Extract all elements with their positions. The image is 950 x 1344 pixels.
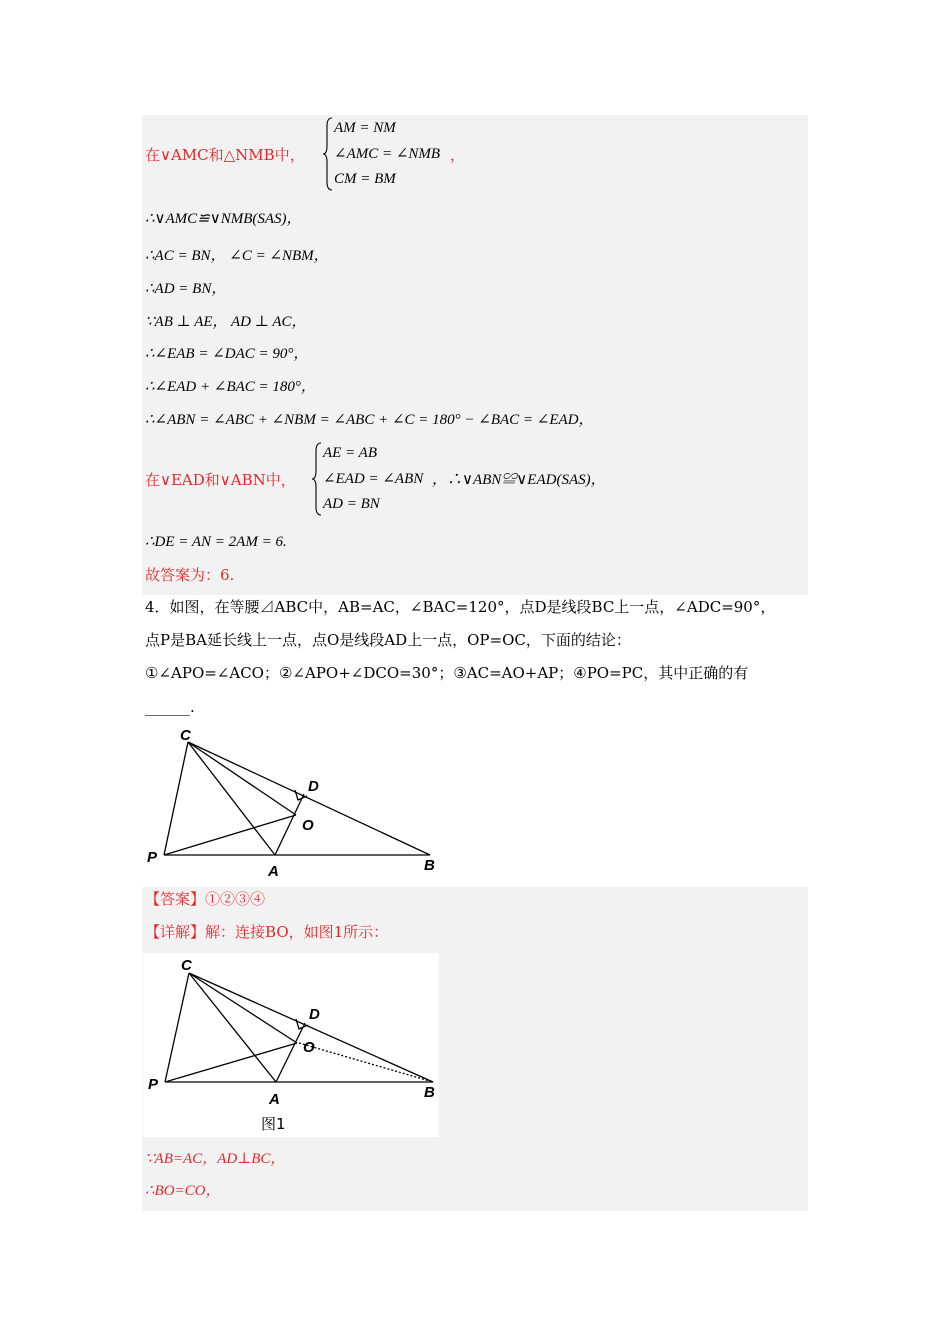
answer-line xyxy=(145,889,265,909)
solution-figure xyxy=(143,953,439,1137)
system1-prefix: 在∨AMC和△NMB中， xyxy=(145,146,305,164)
system2-row-3: AD = BN xyxy=(323,496,380,512)
label-o: O xyxy=(303,1039,315,1056)
system2-row-1: AE = AB xyxy=(323,445,378,461)
brace-icon xyxy=(311,441,323,517)
line-ac-bn: ∴AC = BN， ∠C = ∠NBM， xyxy=(145,248,329,264)
question4-line-2: 点P是BA延长线上一点，点O是线段AD上一点，OP=OC，下面的结论： xyxy=(145,631,631,649)
answer-tag: 【答案】 xyxy=(145,890,206,908)
reason-line-2: ∴BO=CO， xyxy=(145,1183,221,1199)
system2-suffix: ，∴∨ABN≌∨EAD(SAS)， xyxy=(432,472,606,488)
label-p: P xyxy=(148,1076,159,1093)
label-b: B xyxy=(424,857,435,874)
system1-row-3: CM = BM xyxy=(334,171,396,187)
line-angle-chain: ∴∠ABN = ∠ABC + ∠NBM = ∠ABC + ∠C = 180° − ∠BAC = ∠EAD， xyxy=(145,412,594,428)
answer-value: ①②③④ xyxy=(205,890,266,908)
system2-prefix: 在∨EAD和∨ABN中， xyxy=(145,471,296,489)
label-d: D xyxy=(309,1006,320,1023)
line-perp: ∵AB ⊥ AE， AD ⊥ AC， xyxy=(145,314,307,330)
question4-line-3: ①∠APO=∠ACO；②∠APO+∠DCO=30°；③AC=AO+AP；④PO=PC，其中正确的有 xyxy=(145,664,749,682)
system1-row-2: ∠AMC = ∠NMB xyxy=(334,146,441,162)
detail-tag: 【详解】 xyxy=(145,923,206,941)
line-congruent-1: ∴∨AMC≌∨NMB(SAS)， xyxy=(145,211,302,227)
system1 xyxy=(322,116,462,192)
label-a: A xyxy=(269,1091,280,1108)
question4-blank: ______. xyxy=(145,698,195,716)
detail-text: 解：连接BO，如图1所示： xyxy=(205,923,389,941)
label-o: O xyxy=(302,817,314,834)
system1-row-1: AM = NM xyxy=(334,120,396,136)
brace-icon xyxy=(322,116,334,192)
label-b: B xyxy=(424,1084,435,1101)
line-ad-bn: ∴AD = BN， xyxy=(145,281,227,297)
label-p: P xyxy=(147,849,158,866)
line-angle-sum: ∴∠EAD + ∠BAC = 180°， xyxy=(145,379,316,395)
question4-line-1: 4．如图，在等腰⊿ABC中，AB=AC，∠BAC=120°，点D是线段BC上一点，∠ADC=90°， xyxy=(145,598,776,616)
system1-suffix: ， xyxy=(450,146,466,164)
figure-caption: 图1 xyxy=(261,1115,286,1133)
detail-line xyxy=(145,922,388,942)
line-right-angles: ∴∠EAB = ∠DAC = 90°， xyxy=(145,346,309,362)
line-de-result: ∴DE = AN = 2AM = 6. xyxy=(145,534,287,550)
question-figure xyxy=(142,722,442,882)
label-d: D xyxy=(308,778,319,795)
system2-row-2: ∠EAD = ∠ABN xyxy=(323,471,424,487)
label-a: A xyxy=(268,863,279,880)
reason-line-1: ∵AB=AC，AD⊥BC， xyxy=(145,1151,286,1167)
label-c: C xyxy=(181,957,192,974)
system2 xyxy=(311,441,451,517)
label-c: C xyxy=(180,727,191,744)
final-answer-3: 故答案为：6. xyxy=(145,566,235,584)
